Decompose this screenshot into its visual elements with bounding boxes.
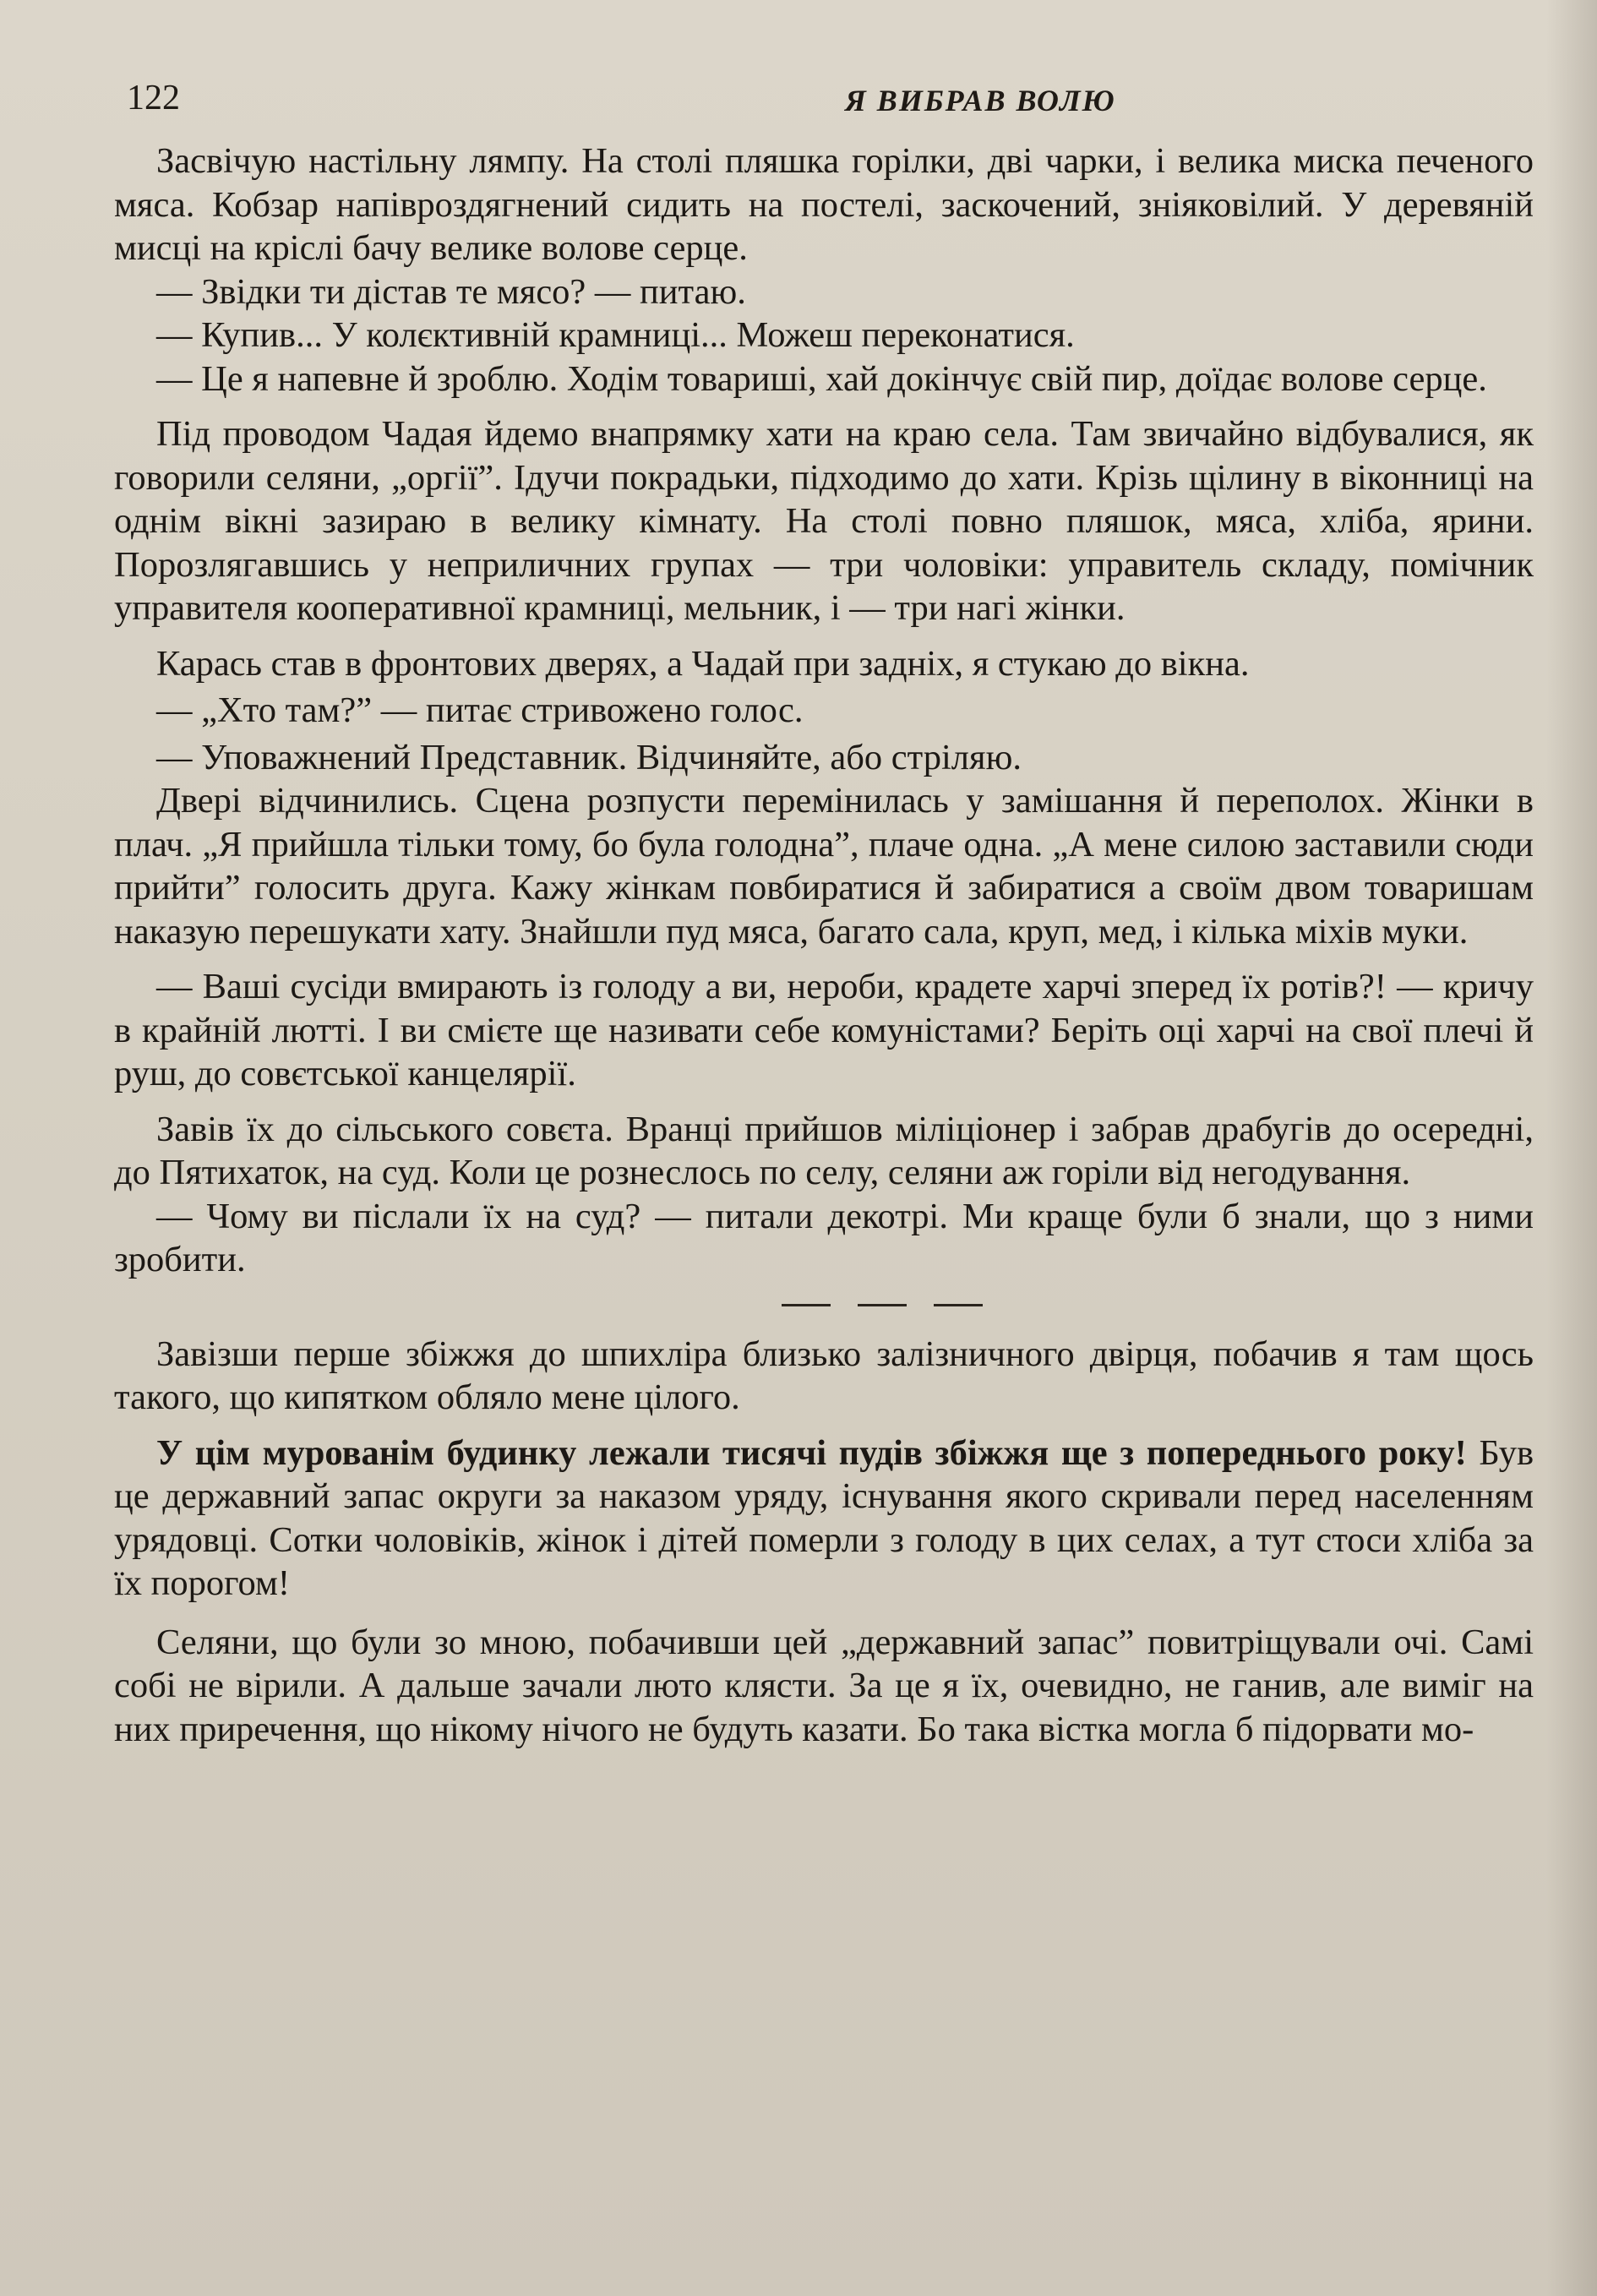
page-header [127, 78, 1521, 128]
bold-emphasis: У цім мурованім будинку лежали тисячі пудів збіжжя ще з попереднього року! [156, 1432, 1467, 1473]
page-number: 122 [127, 79, 180, 117]
dialogue-line: — Ваші сусіди вмирають із голоду а ви, нероби, крадете харчі зперед їх ротів?! — кричу в крайній лютті. І ви смієте ще називати себе комуністами? Беріть оці харчі на свої плечі й руш, до совєтської канцелярії. [114, 967, 1534, 1093]
running-title: Я ВИБРАВ ВОЛЮ [845, 84, 1116, 117]
paragraph: Під проводом Чадая йдемо внапрямку хати на краю села. Там звичайно відбувалися, як говорили селяни, „оргії”. Ідучи покрадьки, підходимо до хати. Крізь щілину в віконниці на однім вікні зазираю в велику кімнату. На столі повно пляшок, мяса, хліба, ярини. Порозлягавшись у неприличних групах — три чоловіки: управитель складу, помічник управителя кооперативної крамниці, мельник, і — три нагі жінки. [114, 414, 1534, 628]
dialogue-line: — Це я напевне й зроблю. Ходім товариші, хай докінчує свій пир, доїдає волове серце. [156, 358, 1487, 399]
paragraph: Селяни, що були зо мною, побачивши цей „державний запас” повитріщували очі. Самі собі не вірили. А дальше зачали люто клясти. За це я їх, очевидно, не ганив, але виміг на них приречення, що нікому нічого не будуть казати. Бо така вістка могла б підорвати мо- [114, 1622, 1534, 1749]
separator-dash [934, 1304, 983, 1306]
paragraph-continuation: Був це державний запас округи за наказом уряду, існування якого скривали перед населенням урядовці. Сотки чоловіків, жінок і дітей померли з голоду в цих селах, а тут стоси хліба за їх порогом! [114, 1432, 1534, 1603]
dialogue-line: — „Хто там?” — питає стривожено голос. [156, 690, 804, 730]
body-text [114, 139, 1534, 1751]
dialogue-line: — Чому ви післали їх на суд? — питали декотрі. Ми краще були б знали, що з ними зробити. [114, 1196, 1534, 1279]
paragraph: Завів їх до сільського совєта. Вранці прийшов міліціонер і забрав драбугів до осередні, до Пятихаток, на суд. Коли це рознеслось по селу, селяни аж горіли від негодування. [114, 1109, 1534, 1192]
dialogue-line: — Уповажнений Представник. Відчиняйте, або стріляю. [156, 737, 1022, 777]
paragraph: Засвічую настільну лямпу. На столі пляшка горілки, дві чарки, і велика миска печеного мяса. Кобзар напівроздягнений сидить на постелі, заскочений, зніяковілий. У деревяній мисці на кріслі бачу велике волове серце. [114, 141, 1534, 268]
separator-dash [858, 1304, 907, 1306]
paragraph-with-emphasis [114, 1432, 1534, 1606]
section-separator [114, 1282, 1534, 1333]
paragraph: Двері відчинились. Сцена розпусти перемінилась у замішання й переполох. Жінки в плач. „Я прийшла тільки тому, бо була голодна”, плаче одна. „А мене силою заставили сюди прийти” голосить друга. Кажу жінкам повбиратися й забиратися а своїм двом товаришам наказую перешукати хату. Знайшли пуд мяса, багато сала, круп, мед, і кілька міхів муки. [114, 781, 1534, 952]
paragraph: Карась став в фронтових дверях, а Чадай при задніх, я стукаю до вікна. [156, 643, 1250, 684]
dialogue-line: — Купив... У колєктивній крамниці... Можеш переконатися. [156, 315, 1075, 355]
paragraph: Завізши перше збіжжя до шпихліра близько залізничного двірця, побачив я там щось такого, що кипятком обляло мене цілого. [114, 1333, 1534, 1417]
page-edge-shadow [1546, 0, 1597, 2296]
separator-dash [782, 1304, 831, 1306]
dialogue-line: — Звідки ти дістав те мясо? — питаю. [156, 271, 746, 312]
